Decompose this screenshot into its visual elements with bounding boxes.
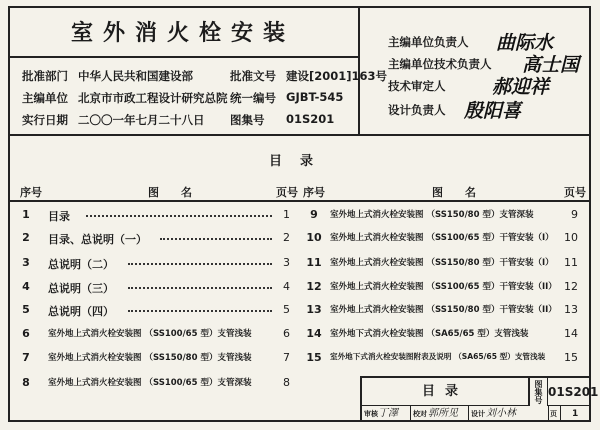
- toc-row-name: 室外地上式消火栓安装图 （SS100/65 型）干管安装（II）: [330, 282, 557, 292]
- leader-dots: [128, 310, 272, 312]
- toc-row-page: 5: [283, 303, 290, 316]
- toc-row-page: 12: [564, 280, 578, 293]
- toc-row-name: 室外地上式消火栓安装图 （SS150/80 型）支管浅装: [48, 353, 252, 363]
- atlas-title: 室外消火栓安装: [70, 21, 295, 46]
- leader-dots: [128, 287, 272, 289]
- toc-row-num: 11: [306, 256, 322, 269]
- toc-row-name: 室外地上式消火栓安装图 （SS150/80 型）干管安装（I）: [330, 258, 554, 268]
- signature-row: [388, 102, 578, 124]
- toc-row-page: 2: [283, 231, 290, 244]
- toc-row-page: 8: [283, 376, 290, 389]
- design-signature: 刘小林: [486, 408, 516, 419]
- col-page-left: 页号: [276, 186, 298, 199]
- signature-role: 主编单位技术负责人: [388, 57, 492, 71]
- toc-row-page: 7: [283, 351, 290, 364]
- approval-doc-value: 建设[2001]163号: [286, 69, 388, 83]
- approval-dept-value: 中华人民共和国建设部: [78, 69, 193, 83]
- info-row-approval: [22, 68, 388, 88]
- signature-name: 殷阳喜: [464, 100, 522, 122]
- signature-row: [388, 56, 578, 78]
- leader-dots: [160, 238, 272, 240]
- toc-row: [14, 280, 294, 298]
- signature-name: 郝迎祥: [492, 76, 550, 98]
- toc-row-num: 12: [306, 280, 322, 293]
- toc-row: [14, 303, 294, 321]
- approval-dept-label: 批准部门: [22, 69, 68, 83]
- block-divider: [468, 406, 469, 422]
- col-seq-right: 序号: [303, 186, 325, 199]
- toc-row: [302, 256, 588, 274]
- col-seq-left: 序号: [20, 186, 42, 199]
- effective-date-value: 二〇〇一年七月二十八日: [78, 113, 205, 127]
- review-signature: 丁澤: [378, 408, 398, 419]
- toc-row-name: 室外地上式消火栓安装图 （SS100/65 型）干管安装（I）: [330, 233, 554, 243]
- toc-row-num: 8: [22, 376, 30, 389]
- toc-row-num: 7: [22, 351, 30, 364]
- toc-row: [14, 208, 294, 226]
- toc-row-name: 室外地下式消火栓安装图附表及说明 （SA65/65 型）支管浅装: [330, 352, 546, 361]
- approval-doc-label: 批准文号: [230, 69, 276, 83]
- leader-dots: [128, 263, 272, 265]
- toc-row-name: 室外地上式消火栓安装图 （SS150/80 型）支管深装: [330, 210, 534, 220]
- toc-row-page: 3: [283, 256, 290, 269]
- toc-row: [302, 327, 588, 345]
- signature-name: 高士国: [522, 54, 580, 76]
- unified-no-value: GJBT-545: [286, 90, 344, 104]
- signature-name: 曲际水: [496, 32, 554, 54]
- col-name-right: 图 名: [432, 186, 476, 199]
- toc-row: [302, 303, 588, 321]
- toc-row-page: 13: [564, 303, 578, 316]
- toc-row-name: 总说明（三）: [48, 282, 114, 295]
- toc-row: [302, 280, 588, 298]
- toc-row-page: 11: [564, 256, 578, 269]
- title-block-title: 目录: [362, 378, 530, 406]
- info-row-date: [22, 112, 352, 132]
- toc-row-page: 10: [564, 231, 578, 244]
- header-divider: [8, 134, 591, 136]
- chief-unit-label: 主编单位: [22, 91, 68, 105]
- block-divider: [560, 406, 561, 422]
- col-page-right: 页号: [564, 186, 586, 199]
- block-divider: [410, 406, 411, 422]
- col-name-left: 图 名: [148, 186, 192, 199]
- toc-row-name: 室外地上式消火栓安装图 （SS100/65 型）支管浅装: [48, 329, 252, 339]
- title-block-code: 01S201: [548, 378, 591, 406]
- title-box: [8, 6, 358, 58]
- toc-row-page: 9: [571, 208, 578, 221]
- atlas-no-label: 图集号: [230, 113, 265, 127]
- toc-heading: 目录: [268, 154, 331, 169]
- toc-row-name: 总说明（二）: [48, 258, 114, 271]
- toc-row: [302, 351, 588, 369]
- toc-row-num: 13: [306, 303, 322, 316]
- toc-row-num: 2: [22, 231, 30, 244]
- toc-row-num: 15: [306, 351, 322, 364]
- toc-row-page: 4: [283, 280, 290, 293]
- toc-row-num: 14: [306, 327, 322, 340]
- review-label: 审核: [364, 410, 378, 418]
- signature-role: 设计负责人: [388, 103, 446, 117]
- page-label: 页: [550, 410, 557, 418]
- unified-no-label: 统一编号: [230, 91, 276, 105]
- toc-row-num: 1: [22, 208, 30, 221]
- signature-role: 技术审定人: [388, 79, 446, 93]
- toc-row: [14, 376, 294, 394]
- toc-row-name: 总说明（四）: [48, 305, 114, 318]
- chief-unit-value: 北京市市政工程设计研究总院: [78, 91, 228, 105]
- toc-row-name: 室外地下式消火栓安装图 （SA65/65 型）支管浅装: [330, 329, 529, 339]
- toc-row-num: 6: [22, 327, 30, 340]
- header-info-panel: [8, 6, 388, 134]
- signature-panel: [360, 6, 591, 134]
- leader-dots: [86, 215, 272, 217]
- atlas-no-value: 01S201: [286, 112, 335, 126]
- toc-row-name: 室外地上式消火栓安装图 （SS100/65 型）支管深装: [48, 378, 252, 388]
- toc-row-page: 15: [564, 351, 578, 364]
- toc-row: [302, 208, 588, 226]
- toc-row: [14, 351, 294, 369]
- toc-row-page: 6: [283, 327, 290, 340]
- title-block: [360, 376, 599, 422]
- design-label: 设计: [471, 410, 485, 418]
- toc-header-divider: [8, 200, 591, 202]
- toc-row: [14, 231, 294, 249]
- toc-row-num: 9: [310, 208, 318, 221]
- toc-row-page: 1: [283, 208, 290, 221]
- info-row-chief: [22, 90, 352, 110]
- check-signature: 郭所见: [428, 408, 458, 419]
- toc-row-num: 10: [306, 231, 322, 244]
- toc-row-num: 4: [22, 280, 30, 293]
- toc-row-num: 5: [22, 303, 30, 316]
- page-number: 1: [572, 409, 579, 419]
- toc-row-name: 室外地上式消火栓安装图 （SS150/80 型）干管安装（II）: [330, 305, 557, 315]
- check-label: 校对: [413, 410, 427, 418]
- title-block-code-label: 图集号: [530, 378, 548, 406]
- toc-row: [302, 231, 588, 249]
- toc-row: [14, 327, 294, 345]
- signature-role: 主编单位负责人: [388, 35, 469, 49]
- toc-row: [14, 256, 294, 274]
- block-divider: [548, 406, 549, 422]
- toc-row-name: 目录、总说明（一）: [48, 233, 147, 246]
- effective-date-label: 实行日期: [22, 113, 68, 127]
- toc-row-num: 3: [22, 256, 30, 269]
- toc-row-page: 14: [564, 327, 578, 340]
- toc-row-name: 目录: [48, 210, 70, 223]
